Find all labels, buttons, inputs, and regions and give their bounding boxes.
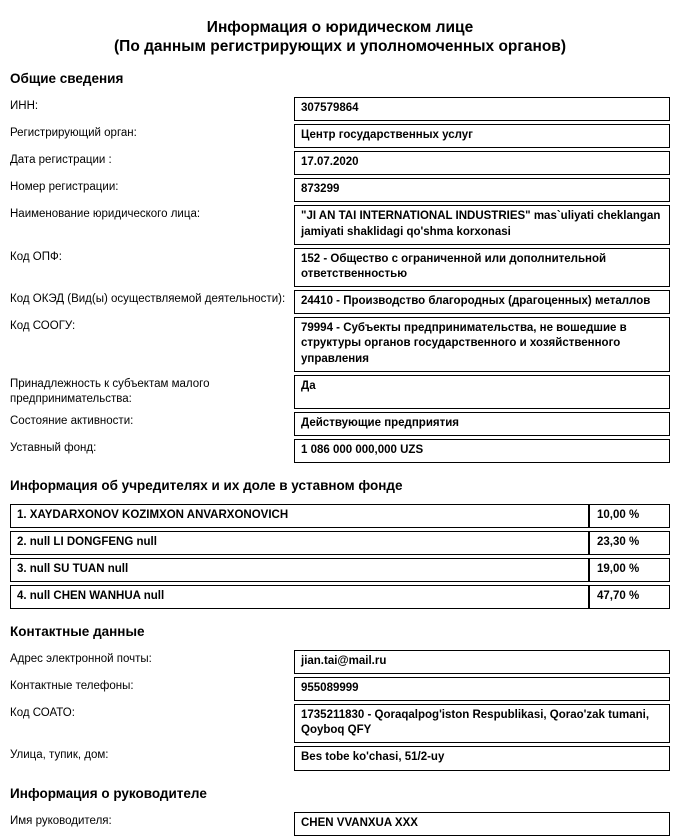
row-value: Действующие предприятия — [294, 412, 670, 436]
contacts-table — [10, 647, 670, 774]
row-label: Улица, тупик, дом: — [10, 749, 109, 762]
row-label: Код ОКЭД (Вид(ы) осуществляемой деятельности): — [10, 293, 286, 306]
table-row — [10, 248, 670, 287]
founder-name: 4. null CHEN WANHUA null — [10, 585, 589, 609]
section-title-director: Информация о руководителе — [10, 785, 207, 801]
row-label: Принадлежность к субъектам малого предпринимательства: — [10, 377, 210, 405]
table-row — [10, 97, 670, 121]
founder-share: 23,30 % — [589, 531, 670, 555]
row-label: Контактные телефоны: — [10, 679, 134, 692]
row-value: "JI AN TAI INTERNATIONAL INDUSTRIES" mas`uliyati cheklangan jamiyati shaklidagi qo'shma korxonasi — [294, 205, 670, 244]
founder-share: 19,00 % — [589, 558, 670, 582]
table-row — [10, 812, 670, 836]
founders-table — [10, 501, 670, 612]
row-label: Код ОПФ: — [10, 250, 62, 263]
section-title-founders: Информация об учредителях и их доле в уставном фонде — [10, 478, 403, 494]
director-table — [10, 809, 670, 839]
table-row — [10, 558, 670, 582]
table-row — [10, 585, 670, 609]
row-label: Наименование юридического лица: — [10, 208, 201, 221]
table-row — [10, 124, 670, 148]
table-row — [10, 704, 670, 743]
page-title-line1: Информация о юридическом лице — [206, 19, 474, 36]
founder-share: 10,00 % — [589, 504, 670, 528]
row-value: Да — [294, 375, 670, 409]
table-row — [10, 178, 670, 202]
page-title-line2: (По данным регистрирующих и уполномоченных органов) — [114, 38, 566, 56]
table-row — [10, 205, 670, 244]
table-row — [10, 531, 670, 555]
founder-name: 3. null SU TUAN null — [10, 558, 589, 582]
table-row — [10, 375, 670, 409]
row-label: Состояние активности: — [10, 414, 134, 427]
row-label: Номер регистрации: — [10, 181, 119, 194]
table-row — [10, 151, 670, 175]
row-value: 873299 — [294, 178, 670, 202]
row-label: Адрес электронной почты: — [10, 652, 152, 665]
row-value: CHEN VVANXUA XXX — [294, 812, 670, 836]
founder-share: 47,70 % — [589, 585, 670, 609]
row-label: Имя руководителя: — [10, 814, 112, 827]
row-value: 152 - Общество с ограниченной или дополнительной ответственностью — [294, 248, 670, 287]
row-value: 79994 - Субъекты предпринимательства, не вошедшие в структуры органов государственного и хозяйственного управления — [294, 317, 670, 372]
row-label: Уставный фонд: — [10, 441, 97, 454]
section-title-contacts: Контактные данные — [10, 623, 145, 639]
page-title — [10, 18, 670, 57]
row-value: Центр государственных услуг — [294, 124, 670, 148]
row-value: 307579864 — [294, 97, 670, 121]
row-value: 1735211830 - Qoraqalpog'iston Respublikasi, Qorao'zak tumani, Qoyboq QFY — [294, 704, 670, 743]
general-info-table — [10, 94, 670, 466]
row-label: ИНН: — [10, 99, 39, 112]
table-row — [10, 290, 670, 314]
section-title-general: Общие сведения — [10, 70, 124, 86]
table-row — [10, 439, 670, 463]
row-label: Регистрирующий орган: — [10, 126, 137, 139]
table-row — [10, 317, 670, 372]
table-row — [10, 504, 670, 528]
row-value: 24410 - Производство благородных (драгоценных) металлов — [294, 290, 670, 314]
row-value: 1 086 000 000,000 UZS — [294, 439, 670, 463]
row-label: Код СОАТО: — [10, 707, 75, 720]
row-value: 17.07.2020 — [294, 151, 670, 175]
table-row — [10, 412, 670, 436]
table-row — [10, 746, 670, 770]
row-value: jian.tai@mail.ru — [294, 650, 670, 674]
row-value: Bes tobe ko'chasi, 51/2-uy — [294, 746, 670, 770]
row-label: Код СООГУ: — [10, 320, 76, 333]
row-label: Дата регистрации : — [10, 154, 112, 167]
table-row — [10, 650, 670, 674]
founder-name: 1. XAYDARXONOV KOZIMXON ANVARXONOVICH — [10, 504, 589, 528]
founder-name: 2. null LI DONGFENG null — [10, 531, 589, 555]
table-row — [10, 677, 670, 701]
row-value: 955089999 — [294, 677, 670, 701]
